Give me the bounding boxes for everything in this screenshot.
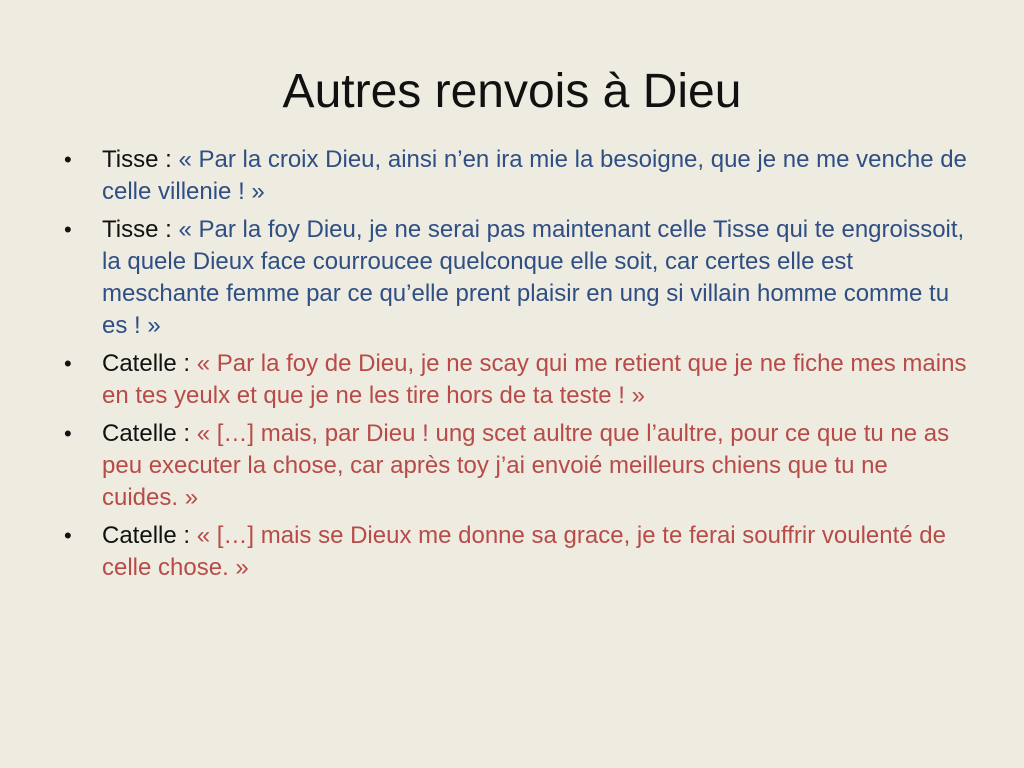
speaker-label: Tisse : (102, 216, 179, 243)
quote-text: « Par la croix Dieu, ainsi n’en ira mie la besoigne, que je ne me venche de celle villenie ! » (102, 146, 967, 205)
bullet-icon: • (64, 147, 72, 172)
slide-title: Autres renvois à Dieu (282, 65, 742, 118)
bullet-icon: • (64, 351, 72, 376)
bullet-icon: • (64, 523, 72, 548)
quote-text: « […] mais, par Dieu ! ung scet aultre que l’aultre, pour ce que tu ne as peu executer la chose, car après toy j’ai envoié meilleurs chiens que tu ne cuides. » (102, 420, 950, 511)
quote-text: « Par la foy de Dieu, je ne scay qui me retient que je ne fiche mes mains en tes yeulx et que je ne les tire hors de ta teste ! » (102, 350, 967, 409)
bullet-item (62, 144, 967, 208)
bullet-icon: • (64, 217, 72, 242)
bullet-item (62, 520, 967, 584)
bullet-icon: • (64, 421, 72, 446)
quote-text: « Par la foy Dieu, je ne serai pas maintenant celle Tisse qui te engroissoit, la quele Dieux face courroucee quelconque elle soit, car certes elle est meschante femme par ce qu’elle prent plaisir en ung si villain homme comme tu es ! » (102, 216, 965, 339)
bullet-list (62, 144, 967, 590)
speaker-label: Catelle : (102, 420, 197, 447)
quote-text: « […] mais se Dieux me donne sa grace, je te ferai souffrir voulenté de celle chose. » (102, 522, 946, 581)
speaker-label: Catelle : (102, 350, 197, 377)
bullet-item (62, 418, 967, 514)
bullet-item (62, 214, 967, 342)
speaker-label: Catelle : (102, 522, 197, 549)
speaker-label: Tisse : (102, 146, 179, 173)
bullet-item (62, 348, 967, 412)
